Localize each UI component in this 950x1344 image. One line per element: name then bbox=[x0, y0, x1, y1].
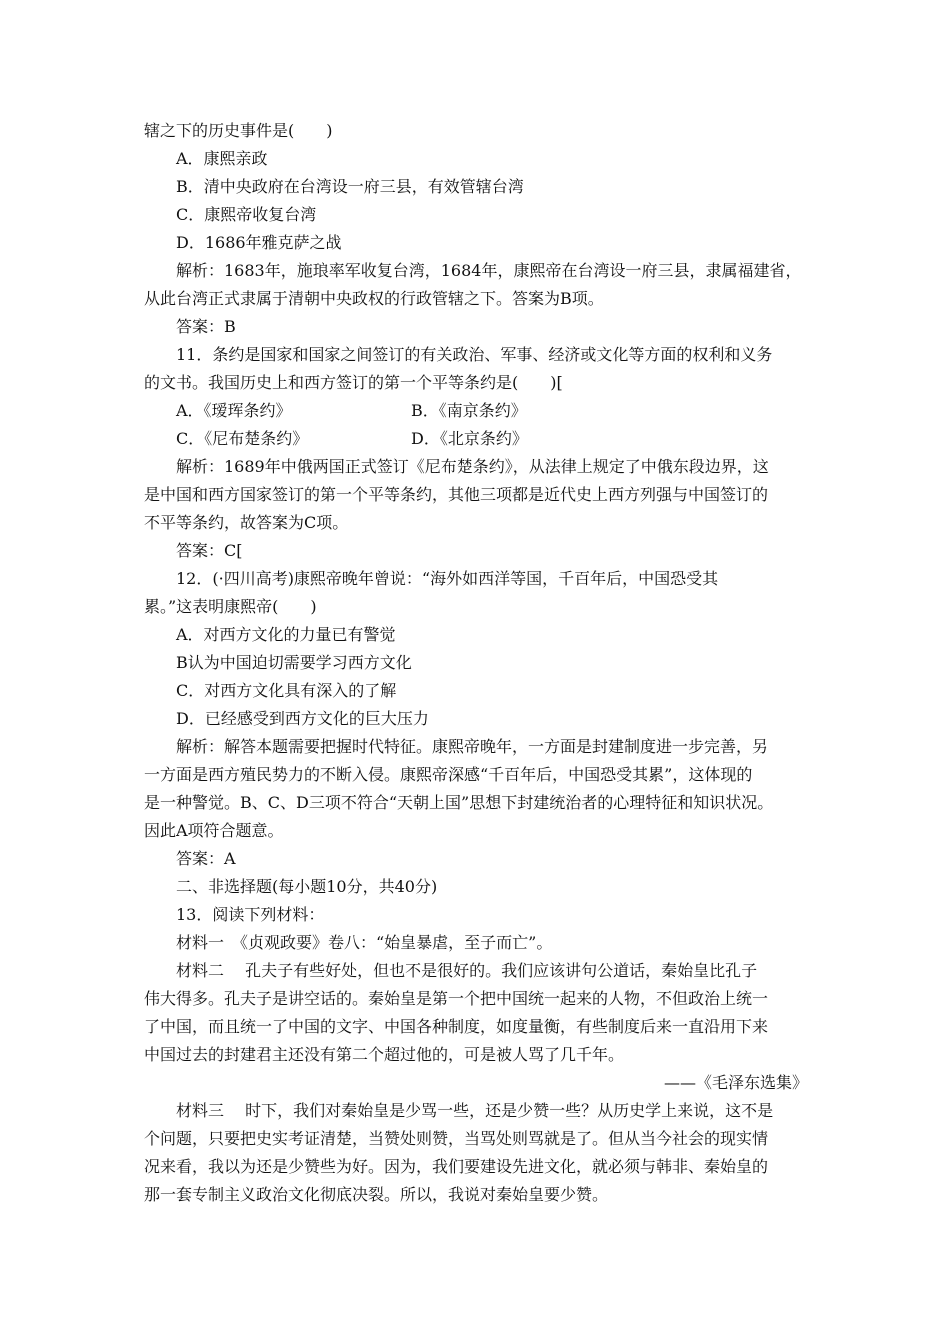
option-c: C．《尼布楚条约》 bbox=[176, 429, 309, 448]
analysis-10-line-2: 从此台湾正式隶属于清朝中央政权的行政管辖之下。答案为B项。 bbox=[144, 289, 604, 308]
question-11-line-1: 11．条约是国家和国家之间签订的有关政治、军事、经济或文化等方面的权利和义务 bbox=[176, 345, 773, 364]
option-d: D．《北京条约》 bbox=[411, 429, 528, 448]
analysis-12-line-1: 解析：解答本题需要把握时代特征。康熙帝晚年，一方面是封建制度进一步完善，另 bbox=[176, 737, 769, 756]
analysis-10-line-1: 解析：1683年，施琅率军收复台湾，1684年，康熙帝在台湾设一府三县，隶属福建省， bbox=[176, 261, 802, 280]
analysis-12-line-2: 一方面是西方殖民势力的不断入侵。康熙帝深感“千百年后，中国恐受其累”，这体现的 bbox=[144, 765, 753, 784]
option-b: B．《南京条约》 bbox=[411, 401, 527, 420]
question-10-stem-tail: 辖之下的历史事件是( ) bbox=[144, 121, 333, 140]
analysis-11-line-1: 解析：1689年中俄两国正式签订《尼布楚条约》，从法律上规定了中俄东段边界，这 bbox=[176, 457, 769, 476]
option-d: D．1686年雅克萨之战 bbox=[176, 233, 342, 252]
material-3-line-3: 况来看，我以为还是少赞些为好。因为，我们要建设先进文化，就必须与韩非、秦始皇的 bbox=[144, 1157, 769, 1176]
material-3-line-4: 那一套专制主义政治文化彻底决裂。所以，我说对秦始皇要少赞。 bbox=[144, 1185, 609, 1204]
option-a: A．康熙亲政 bbox=[176, 149, 268, 168]
option-b: B认为中国迫切需要学习西方文化 bbox=[176, 653, 412, 672]
material-2-line-3: 了中国，而且统一了中国的文字、中国各种制度，如度量衡，有些制度后来一直沿用下来 bbox=[144, 1017, 769, 1036]
material-2-line-2: 伟大得多。孔夫子是讲空话的。秦始皇是第一个把中国统一起来的人物，不但政治上统一 bbox=[144, 989, 769, 1008]
analysis-11-line-2: 是中国和西方国家签订的第一个平等条约，其他三项都是近代史上西方列强与中国签订的 bbox=[144, 485, 769, 504]
material-1: 材料一 《贞观政要》卷八：“始皇暴虐，至子而亡”。 bbox=[176, 933, 553, 952]
material-2-source: ——《毛泽东选集》 bbox=[663, 1073, 808, 1092]
option-a: A．《瑷珲条约》 bbox=[176, 401, 292, 420]
answer-12: 答案：A bbox=[176, 849, 236, 868]
answer-11: 答案：C[ bbox=[176, 541, 243, 560]
section-heading: 二、非选择题(每小题10分，共40分) bbox=[176, 877, 438, 896]
question-11-line-2: 的文书。我国历史上和西方签订的第一个平等条约是( )[ bbox=[144, 373, 563, 392]
option-c: C．对西方文化具有深入的了解 bbox=[176, 681, 397, 700]
analysis-11-line-3: 不平等条约，故答案为C项。 bbox=[144, 513, 349, 532]
option-a: A．对西方文化的力量已有警觉 bbox=[176, 625, 396, 644]
question-12-line-2: 累。”这表明康熙帝( ) bbox=[144, 597, 317, 616]
material-3-line-2: 个问题，只要把史实考证清楚，当赞处则赞，当骂处则骂就是了。但从当今社会的现实情 bbox=[144, 1129, 769, 1148]
material-2-line-1: 材料二 孔夫子有些好处，但也不是很好的。我们应该讲句公道话，秦始皇比孔子 bbox=[176, 961, 758, 980]
analysis-12-line-3: 是一种警觉。B、C、D三项不符合“天朝上国”思想下封建统治者的心理特征和知识状况。 bbox=[144, 793, 774, 812]
material-3-line-1: 材料三 时下，我们对秦始皇是少骂一些，还是少赞一些？从历史学上来说，这不是 bbox=[176, 1101, 774, 1120]
option-d: D．已经感受到西方文化的巨大压力 bbox=[176, 709, 429, 728]
option-c: C．康熙帝收复台湾 bbox=[176, 205, 317, 224]
question-12-line-1: 12．(·四川高考)康熙帝晚年曾说：“海外如西洋等国，千百年后，中国恐受其 bbox=[176, 569, 719, 588]
material-2-line-4: 中国过去的封建君主还没有第二个超过他的，可是被人骂了几千年。 bbox=[144, 1045, 625, 1064]
analysis-12-line-4: 因此A项符合题意。 bbox=[144, 821, 284, 840]
answer-10: 答案：B bbox=[176, 317, 236, 336]
option-b: B．清中央政府在台湾设一府三县，有效管辖台湾 bbox=[176, 177, 524, 196]
question-13-stem: 13．阅读下列材料： bbox=[176, 905, 325, 924]
